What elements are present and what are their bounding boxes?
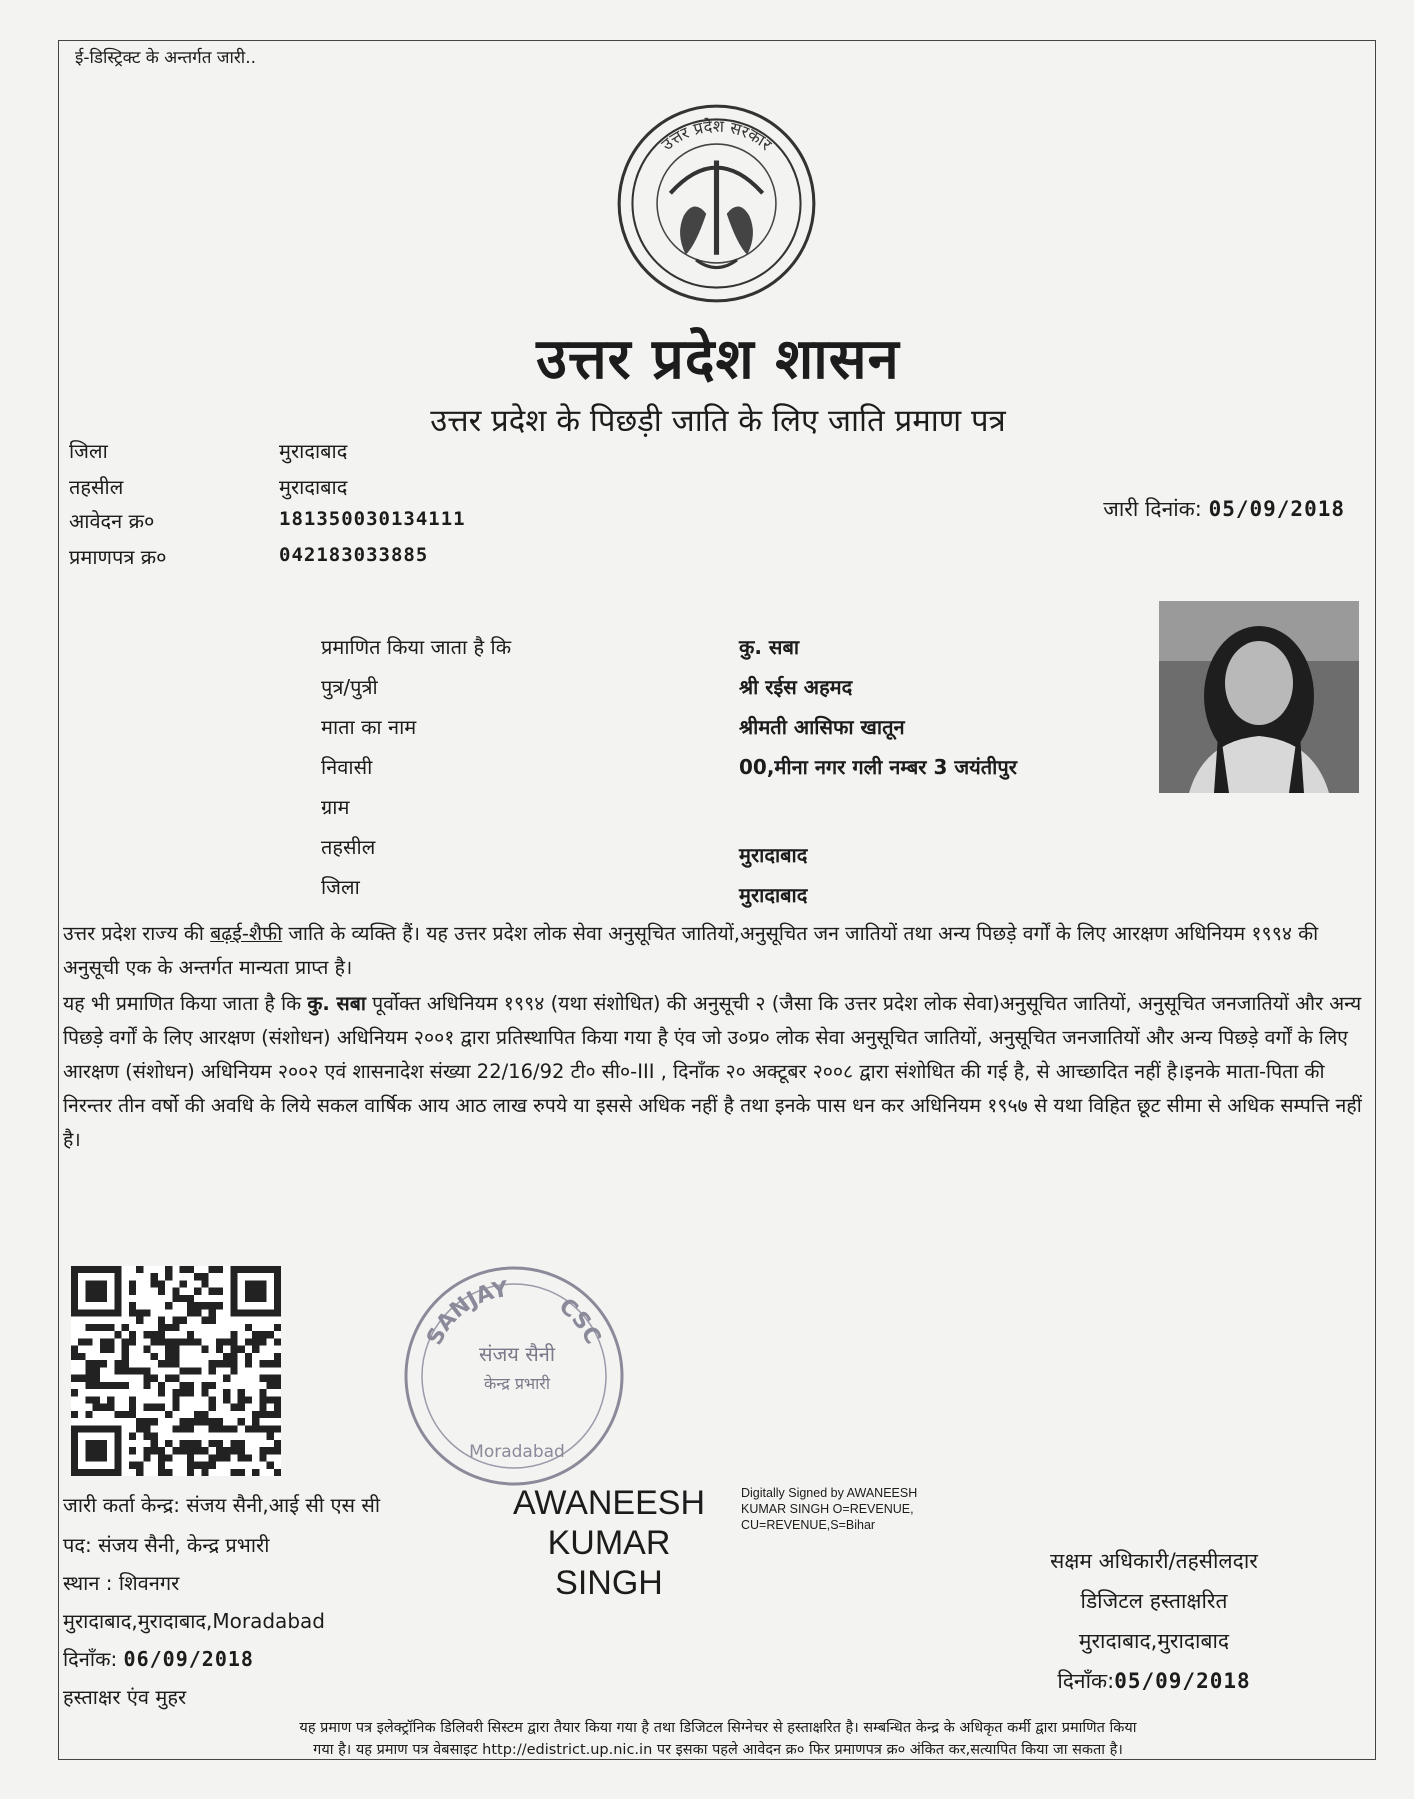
stamp-text-post: केन्द्र प्रभारी xyxy=(484,1374,550,1393)
authority-date-label: दिनाँक: xyxy=(1057,1669,1115,1693)
certificate-subtitle: उत्तर प्रदेश के पिछड़ी जाति के लिए जाति प्रमाण पत्र xyxy=(430,403,1006,439)
caste-name: बढ़ई-शैफी xyxy=(210,922,283,945)
para1-pre: उत्तर प्रदेश राज्य की xyxy=(63,922,211,945)
certify-label: प्रमाणित किया जाता है कि xyxy=(321,635,512,659)
detail-tehsil-label: तहसील xyxy=(321,835,376,859)
tehsil-value: मुरादाबाद xyxy=(279,475,348,499)
issuing-centre: जारी कर्ता केन्द्र: संजय सैनी,आई सी एस सी xyxy=(63,1493,381,1517)
svg-text:CSC xyxy=(554,1294,605,1349)
para2-name: कु. सबा xyxy=(307,992,366,1015)
detail-district-label: जिला xyxy=(321,875,360,899)
authority-location: मुरादाबाद,मुरादाबाद xyxy=(1078,1629,1230,1653)
authority-date xyxy=(964,1667,1344,1695)
resident-label: निवासी xyxy=(321,755,373,779)
detail-district-value: मुरादाबाद xyxy=(739,883,808,907)
para1-post: जाति के व्यक्ति हैं। यह उत्तर प्रदेश लोक सेवा अनुसूचित जातियों,अनुसूचित जन जातियों तथा अन्य पिछड़े वर्गों के लिए आरक्षण अधिनियम १९९४ की अनुसूची एक के अन्तर्गत मान्यता प्राप्त है। xyxy=(63,922,1319,979)
stamp-text-csc: CSC xyxy=(554,1293,606,1349)
stamp-text-name: संजय सैनी xyxy=(478,1342,556,1366)
issuer-date-label: दिनाँक: xyxy=(63,1647,118,1671)
page-title: उत्तर प्रदेश शासन xyxy=(536,327,900,392)
tehsil-label: तहसील xyxy=(69,475,124,499)
issue-date-value: 05/09/2018 xyxy=(1208,497,1345,521)
authority-title: सक्षम अधिकारी/तहसीलदार xyxy=(1050,1549,1258,1573)
emblem-text: उत्तर प्रदेश सरकार xyxy=(657,116,776,155)
qr-code xyxy=(71,1266,281,1476)
svg-text:उत्तर प्रदेश सरकार xyxy=(658,117,776,155)
para2-post: पूर्वोक्त अधिनियम १९९४ (यथा संशोधित) की अनुसूची २ (जैसा कि उत्तर प्रदेश लोक सेवा)अनुसूचित जातियों, अनुसूचित जनजातियों और अन्य पिछड़े वर्गों के लिए आरक्षण (संशोधन) अधिनियम २००१ द्वारा प्रतिस्थापित किया गया है एंव जो उ०प्र० लोक सेवा अनुसूचित जातियों, अनुसूचित जनजातियों और अन्य पिछड़े वर्गों के लिए आरक्षण (संशोधन) अधिनियम २००२ एवं शासनादेश संख्या 22/16/92 टी० सी०-III , दिनाँक २० अक्टूबर २००८ द्वारा संशोधित की गई है, से आच्छादित नहीं है।इनके माता-पिता की निरन्तर तीन वर्षो की अवधि के लिये सकल वार्षिक आय आठ लाख रुपये या इससे अधिक नहीं है तथा इनके पास धन कर अधिनियम १९५७ से यथा विहित छूट सीमा से अधिक सम्पत्ति नहीं है। xyxy=(63,992,1362,1151)
certificate-page xyxy=(58,40,1376,1760)
digital-signature-name: AWANEESH KUMAR SINGH xyxy=(512,1484,706,1602)
issuer-post: पद: संजय सैनी, केन्द्र प्रभारी xyxy=(63,1533,270,1557)
issuer-date xyxy=(63,1645,254,1672)
header-note: ई-डिस्ट्रिक्ट के अन्तर्गत जारी.. xyxy=(75,48,257,68)
district-label: जिला xyxy=(69,439,108,463)
issuer-place-value: मुरादाबाद,मुरादाबाद,Moradabad xyxy=(63,1609,325,1633)
resident-address: 00,मीना नगर गली नम्बर 3 जयंतीपुर xyxy=(739,755,1017,779)
footer-line-2: गया है। यह प्रमाण पत्र वेबसाइट http://edistrict.up.nic.in पर इसका पहले आवेदन क्र० फिर प्रमाणपत्र क्र० अंकित कर,सत्यापित किया जा सकता है। xyxy=(313,1742,1123,1758)
digital-signature-details: Digitally Signed by AWANEESH KUMAR SINGH O=REVENUE, CU=REVENUE,S=Bihar xyxy=(741,1486,918,1532)
mother-name: श्रीमती आसिफा खातून xyxy=(739,715,905,739)
footer-line-1: यह प्रमाण पत्र इलेक्ट्रॉनिक डिलिवरी सिस्टम द्वारा तैयार किया गया है तथा डिजिटल सिग्नेचर से हस्ताक्षरित है। सम्बन्धित केन्द्र के अधिकृत कर्मी द्वारा प्रमाणित किया xyxy=(299,1720,1137,1736)
certification-paragraph xyxy=(63,987,1368,1157)
child-of-label: पुत्र/पुत्री xyxy=(321,675,378,699)
issue-date-label: जारी दिनांक: xyxy=(1103,497,1202,521)
village-label: ग्राम xyxy=(321,795,350,819)
stamp-text-sanjay: SANJAY xyxy=(422,1277,510,1350)
signature-seal-label: हस्ताक्षर एंव मुहर xyxy=(63,1685,187,1709)
authority-digital: डिजिटल हस्ताक्षरित xyxy=(1080,1589,1228,1613)
authority-date-value: 05/09/2018 xyxy=(1114,1669,1251,1693)
issue-date xyxy=(1103,495,1345,523)
issuer-date-value: 06/09/2018 xyxy=(123,1647,254,1671)
father-name: श्री रईस अहमद xyxy=(739,675,853,699)
certificate-no-value: 042183033885 xyxy=(279,544,429,566)
caste-paragraph xyxy=(63,917,1368,985)
applicant-photo xyxy=(1159,601,1359,793)
district-value: मुरादाबाद xyxy=(279,439,348,463)
certificate-no-label: प्रमाणपत्र क्र० xyxy=(69,545,167,569)
applicant-name: कु. सबा xyxy=(739,635,800,659)
application-no-value: 181350030134111 xyxy=(279,508,466,530)
up-state-emblem-icon xyxy=(614,101,819,306)
para2-pre: यह भी प्रमाणित किया जाता है कि xyxy=(63,992,308,1015)
stamp-text-city: Moradabad xyxy=(469,1442,565,1462)
detail-tehsil-value: मुरादाबाद xyxy=(739,843,808,867)
csc-stamp xyxy=(399,1261,629,1491)
svg-text:SANJAY xyxy=(422,1277,511,1349)
application-no-label: आवेदन क्र० xyxy=(69,509,155,533)
mother-name-label: माता का नाम xyxy=(321,715,417,739)
issuer-place-label: स्थान : शिवनगर xyxy=(63,1571,180,1595)
